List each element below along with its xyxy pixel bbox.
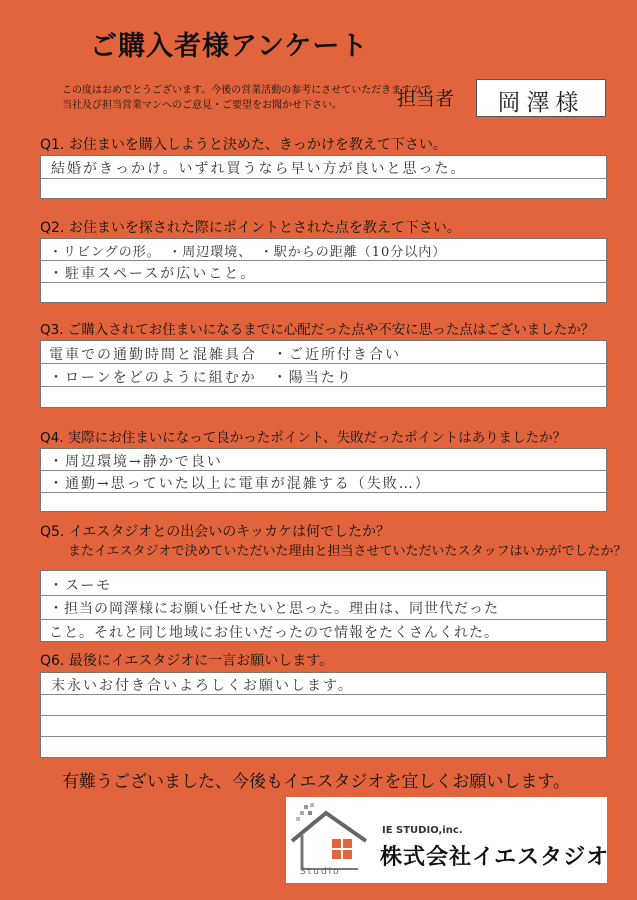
answer-line: ・駐車スペースが広いこと。 (49, 266, 257, 282)
answer-rule (41, 736, 606, 737)
logo-wordmark: Studio (300, 867, 341, 877)
answer-box-2[interactable] (40, 238, 607, 303)
question-3: Q3. ご購入されてお住まいになるまでに心配だった点や不安に思った点はございましたか？ (40, 322, 595, 338)
company-name: 株式会社イエスタジオ (380, 845, 610, 870)
intro-line: この度はおめでとうございます。今後の営業活動の参考にさせていただきますので (62, 85, 432, 96)
question-2: Q2. お住まいを探された際にポイントとされた点を教えて下さい。 (40, 220, 461, 236)
answer-box-4[interactable] (40, 448, 607, 512)
answer-rule (41, 715, 606, 716)
answer-line: ・周辺環境→静かで良い (49, 454, 223, 470)
question-5-line: Q5. イエスタジオとの出会いのキッカケは何でしたか？ (40, 524, 390, 540)
thanks-message: 有難うございました、今後もイエスタジオを宜しくお願いします。 (62, 772, 570, 792)
answer-rule (41, 595, 606, 596)
answer-box-6[interactable] (40, 672, 607, 758)
answer-line: ・リビングの形。 ・周辺環境、 ・駅からの距離（10分以内） (49, 245, 447, 260)
intro-line: 当社及び担当営業マンへのご意見・ご要望をお聞かせ下さい。 (62, 100, 342, 111)
staff-name-field[interactable] (476, 79, 606, 117)
logo-subtitle: IE STUDIO,inc. (382, 825, 463, 836)
answer-rule (41, 178, 606, 179)
answer-line: こと。それと同じ地域にお住いだったので情報をたくさんくれた。 (49, 625, 499, 641)
question-6: Q6. 最後にイエスタジオに一言お願いします。 (40, 653, 334, 669)
answer-box-3[interactable] (40, 340, 607, 408)
question-5 (40, 522, 626, 562)
staff-name-value: 岡澤様 (497, 90, 585, 116)
answer-rule (41, 619, 606, 620)
answer-line: 電車での通勤時間と混雑具合 ・ご近所付き合い (49, 347, 401, 363)
answer-box-1[interactable] (40, 155, 607, 199)
question-1: Q1. お住まいを購入しようと決めた、きっかけを教えて下さい。 (40, 137, 447, 153)
question-5-line: またイエスタジオで決めていただいた理由と担当させていただいたスタッフはいかがでしたか？ (68, 544, 627, 559)
page-title: ご購入者様アンケート (90, 31, 369, 62)
staff-label: 担当者 (397, 88, 455, 110)
answer-box-5[interactable] (40, 570, 607, 642)
question-4: Q4. 実際にお住まいになって良かったポイント、失敗だったポイントはありましたか？ (40, 430, 567, 446)
answer-line: ・スーモ (49, 578, 113, 594)
answer-line: 結婚がきっかけ。いずれ買うなら早い方が良いと思った。 (51, 161, 467, 177)
answer-line: ・担当の岡澤様にお願い任せたいと思った。理由は、同世代だった (49, 601, 499, 617)
answer-line: ・通勤→思っていた以上に電車が混雑する（失敗…） (49, 476, 431, 492)
answer-line: ・ローンをどのように組むか ・陽当たり (49, 370, 353, 386)
answer-line: 末永いお付き合いよろしくお願いします。 (51, 678, 354, 694)
answer-rule (41, 260, 606, 261)
